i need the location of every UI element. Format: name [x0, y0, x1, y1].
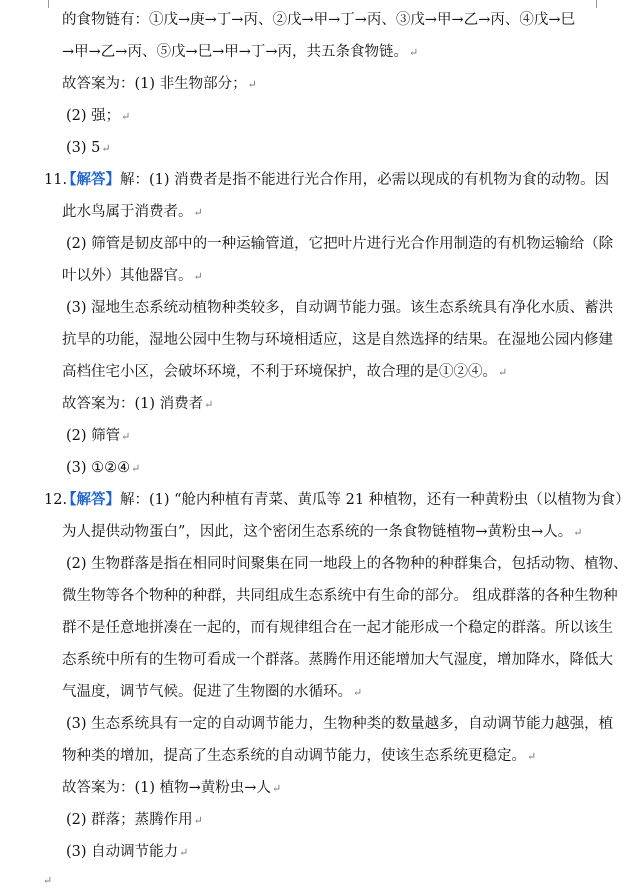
line-text: (2) 强； — [66, 108, 121, 124]
text-line — [0, 522, 636, 542]
answer-tag: 【解答】 — [62, 491, 120, 508]
text-line — [0, 586, 636, 606]
text-line — [0, 618, 636, 638]
line-text: 态系统中所有的生物可看成一个群落。蒸腾作用还能增加大气湿度，增加降水，降低大 — [62, 652, 613, 668]
text-line — [0, 778, 636, 798]
line-text: 解：(1) “舱内种植有青菜、黄瓜等 21 种植物，还有一种黄粉虫（以植物为食） — [120, 492, 630, 508]
line-text: 群不是任意地拼凑在一起的，而有规律组合在一起才能形成一个稳定的群落。所以该生 — [62, 620, 613, 636]
text-line — [0, 394, 636, 414]
line-text: →甲→乙→丙、⑤戊→巳→甲→丁→丙，共五条食物链。 — [62, 44, 409, 60]
line-text: 抗旱的功能，湿地公园中生物与环境相适应，这是自然选择的结果。在湿地公园内修建 — [62, 332, 613, 348]
line-text: (3) 湿地生态系统动植物种类较多，自动调节能力强。该生态系统具有净化水质、蓄洪 — [66, 300, 614, 316]
paragraph-mark-icon: ↵ — [43, 874, 53, 887]
line-text: 物种类的增加，提高了生态系统的自动调节能力，使该生态系统更稳定。 — [62, 748, 526, 764]
paragraph-mark-icon: ↵ — [527, 750, 537, 763]
text-line — [0, 870, 636, 890]
line-text: 叶以外）其他器官。 — [62, 268, 193, 284]
page-corner-mark-left — [40, 0, 49, 8]
text-line — [0, 458, 636, 478]
text-line — [0, 490, 636, 510]
paragraph-mark-icon: ↵ — [409, 46, 419, 59]
paragraph-mark-icon: ↵ — [193, 814, 203, 827]
paragraph-mark-icon: ↵ — [121, 110, 131, 123]
paragraph-mark-icon: ↵ — [573, 526, 583, 539]
text-line — [0, 266, 636, 286]
line-text: (3) 生态系统具有一定的自动调节能力，生物种类的数量越多，自动调节能力越强，植 — [66, 716, 614, 732]
paragraph-mark-icon: ↵ — [179, 846, 189, 859]
line-text: (2) 群落；蒸腾作用 — [66, 812, 193, 828]
paragraph-mark-icon: ↵ — [204, 398, 214, 411]
paragraph-mark-icon: ↵ — [101, 142, 111, 155]
line-text: 为人提供动物蛋白”，因此，这个密闭生态系统的一条食物链植物→黄粉虫→人。 — [62, 524, 573, 540]
text-line — [0, 362, 636, 382]
text-line — [0, 650, 636, 670]
line-text: (3) 自动调节能力 — [66, 844, 179, 860]
answer-tag: 【解答】 — [62, 171, 120, 188]
text-line — [0, 842, 636, 862]
paragraph-mark-icon: ↵ — [498, 366, 508, 379]
line-text: 故答案为：(1) 非生物部分； — [62, 76, 247, 92]
text-line — [0, 138, 636, 158]
page-corner-mark-right — [596, 0, 605, 8]
text-line — [0, 170, 636, 190]
paragraph-mark-icon: ↵ — [193, 270, 203, 283]
text-line — [0, 10, 636, 30]
line-text: 气温度，调节气候。促进了生物圈的水循环。 — [62, 684, 352, 700]
line-text: 故答案为：(1) 植物→黄粉虫→人 — [62, 780, 271, 796]
text-line — [0, 74, 636, 94]
paragraph-mark-icon: ↵ — [247, 78, 257, 91]
text-line — [0, 554, 636, 574]
text-line — [0, 234, 636, 254]
text-line — [0, 810, 636, 830]
paragraph-mark-icon: ↵ — [121, 430, 131, 443]
line-text: (3) ①②④ — [66, 460, 131, 476]
question-number: 12. — [44, 492, 68, 508]
paragraph-mark-icon: ↵ — [193, 206, 203, 219]
text-line — [0, 682, 636, 702]
paragraph-mark-icon: ↵ — [131, 462, 141, 475]
line-text: 的食物链有：①戊→庚→丁→丙、②戊→甲→丁→丙、③戊→甲→乙→丙、④戊→巳 — [62, 12, 575, 28]
line-text: (3) 5 — [66, 140, 101, 156]
text-line — [0, 298, 636, 318]
line-text: (2) 生物群落是指在相同时间聚集在同一地段上的各物种的种群集合，包括动物、植物、 — [66, 556, 628, 572]
line-text: 解：(1) 消费者是指不能进行光合作用，必需以现成的有机物为食的动物。因 — [120, 172, 610, 188]
line-text: 此水鸟属于消费者。 — [62, 204, 193, 220]
text-line — [0, 714, 636, 734]
paragraph-mark-icon: ↵ — [353, 686, 363, 699]
question-number: 11. — [44, 172, 68, 188]
text-line — [0, 202, 636, 222]
text-line — [0, 426, 636, 446]
paragraph-mark-icon: ↵ — [271, 782, 282, 795]
text-line — [0, 746, 636, 766]
text-line — [0, 330, 636, 350]
text-line — [0, 106, 636, 126]
line-text: 微生物等各个物种的种群，共同组成生态系统中有生命的部分。 组成群落的各种生物种 — [62, 588, 618, 604]
line-text: 故答案为：(1) 消费者 — [62, 396, 204, 412]
line-text: (2) 筛管是韧皮部中的一种运输管道，它把叶片进行光合作用制造的有机物运输给（除 — [66, 236, 614, 252]
text-line — [0, 42, 636, 62]
line-text: 高档住宅小区，会破坏环境，不利于环境保护，故合理的是①②④。 — [62, 364, 497, 380]
line-text: (2) 筛管 — [66, 428, 121, 444]
